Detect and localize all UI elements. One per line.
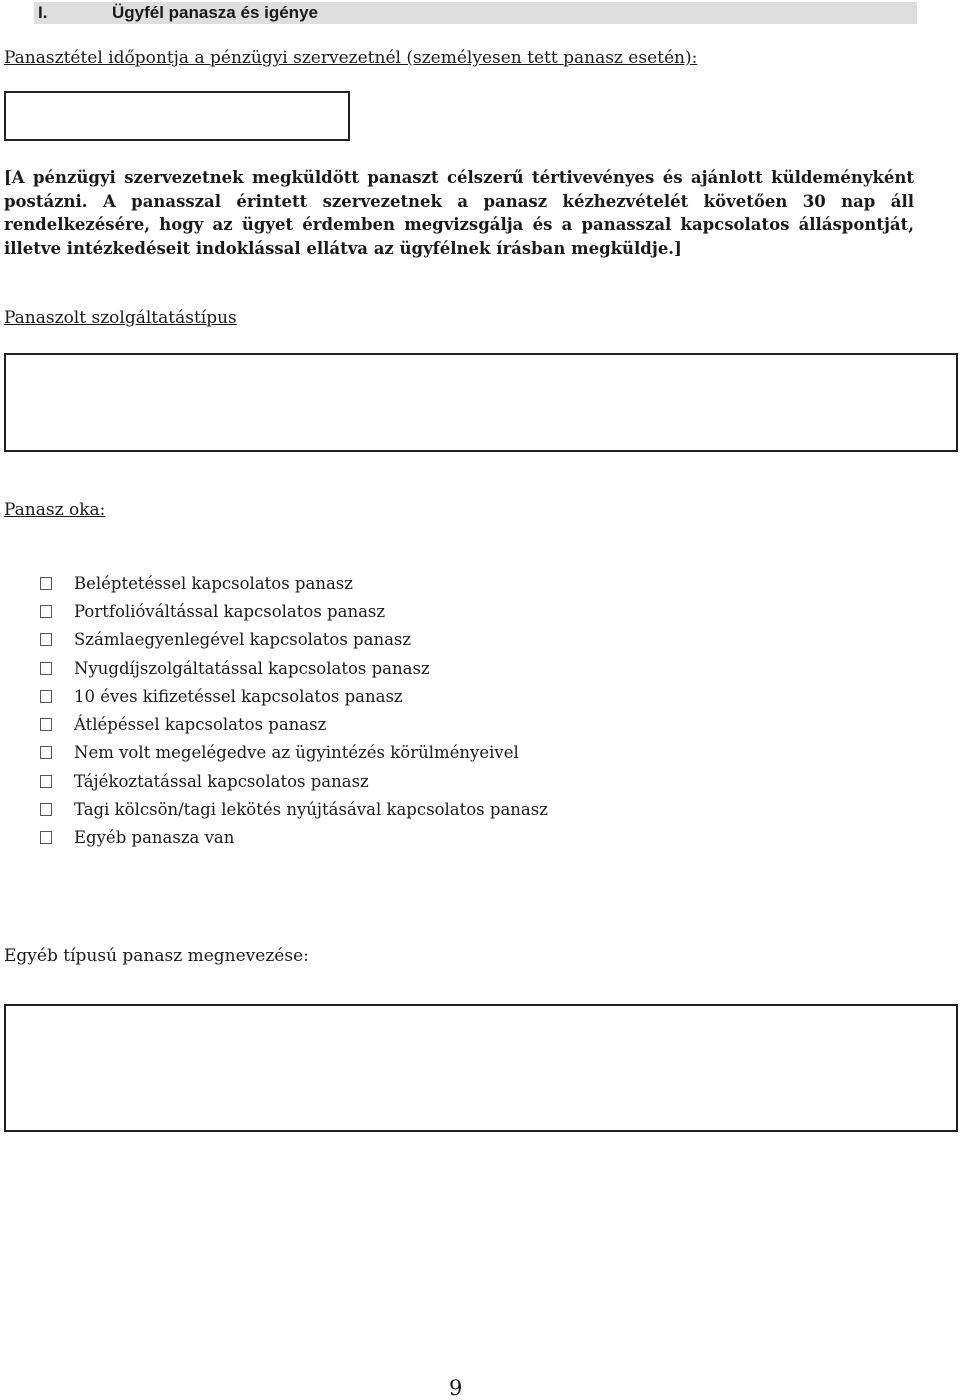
checkbox[interactable] [40,803,52,816]
submission-date-field[interactable] [4,91,350,141]
checkbox[interactable] [40,775,52,788]
reason-option[interactable] [40,626,548,654]
checkbox[interactable] [40,746,52,759]
reason-option-label: Tagi kölcsön/tagi lekötés nyújtásával kapcsolatos panasz [74,800,548,820]
reason-option-label: Számlaegyenlegével kapcsolatos panasz [74,630,412,650]
reason-option[interactable] [40,654,548,682]
reason-option-label: Nem volt megelégedve az ügyintézés körülményeivel [74,743,519,763]
submission-date-label: Panasztétel időpontja a pénzügyi szervezetnél (személyesen tett panasz esetén): [4,48,698,68]
reason-option[interactable] [40,710,548,738]
reason-option-label: Tájékoztatással kapcsolatos panasz [74,771,369,791]
reason-option-label: Átlépéssel kapcsolatos panasz [74,715,327,735]
section-heading [34,2,917,24]
reason-option[interactable] [40,824,548,852]
reason-option[interactable] [40,682,548,710]
reason-option[interactable] [40,739,548,767]
service-type-label: Panaszolt szolgáltatástípus [4,308,237,328]
checkbox[interactable] [40,831,52,844]
checkbox[interactable] [40,605,52,618]
reason-option[interactable] [40,767,548,795]
reason-option-label: Portfolióváltással kapcsolatos panasz [74,601,386,621]
complaint-reason-label: Panasz oka: [4,500,106,520]
checkbox[interactable] [40,718,52,731]
page-number: 9 [449,1376,463,1400]
section-title: Ügyfél panasza és igénye [112,3,318,22]
reason-option[interactable] [40,597,548,625]
reason-option[interactable] [40,795,548,823]
checkbox[interactable] [40,690,52,703]
reason-option-label: Egyéb panasza van [74,828,235,848]
checkbox[interactable] [40,633,52,646]
reason-option[interactable] [40,569,548,597]
reason-option-label: Nyugdíjszolgáltatással kapcsolatos panasz [74,658,430,678]
other-type-field[interactable] [4,1004,958,1132]
mailing-notice: [A pénzügyi szervezetnek megküldött panaszt célszerű tértivevényes és ajánlott küldeményként postázni. A panasszal érintett szervezetnek a panasz kézhezvételét követően 30 nap áll rendelkezésére, hogy az ügyet érdemben megvizsgálja és a panasszal kapcsolatos álláspontját, illetve intézkedéseit indoklással ellátva az ügyfélnek írásban megküldje.] [4,168,914,258]
complaint-reason-options [40,569,548,852]
checkbox[interactable] [40,577,52,590]
reason-option-label: 10 éves kifizetéssel kapcsolatos panasz [74,686,403,706]
other-type-label: Egyéb típusú panasz megnevezése: [4,946,309,966]
service-type-field[interactable] [4,353,958,452]
checkbox[interactable] [40,662,52,675]
reason-option-label: Beléptetéssel kapcsolatos panasz [74,573,353,593]
section-number: I. [38,3,48,22]
